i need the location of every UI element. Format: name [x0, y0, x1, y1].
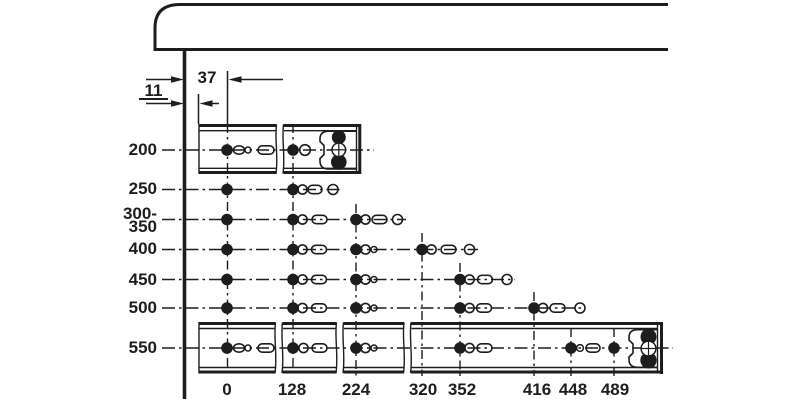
row-label-550: 550: [128, 338, 157, 357]
fixing-hole: [287, 214, 299, 226]
row-label-200: 200: [128, 140, 157, 159]
fixing-hole: [565, 342, 577, 354]
rail-200-break-right: [283, 125, 284, 174]
rail-550-break-2-left: [336, 323, 337, 374]
row-label-250: 250: [128, 179, 157, 198]
fixing-hole: [221, 302, 233, 314]
rail-550-break-1-left: [275, 323, 276, 374]
col-label-128: 128: [277, 380, 307, 399]
fixing-hole: [350, 214, 362, 226]
col-label-416: 416: [522, 380, 552, 399]
row-label-450: 450: [128, 270, 157, 289]
front-bracket-550: [629, 329, 657, 369]
rail-200-break-left: [276, 125, 277, 174]
fixing-hole: [350, 244, 362, 256]
fixing-hole: [221, 144, 233, 156]
rail-550-break-3-left: [403, 323, 404, 374]
col-label-0: 0: [222, 380, 232, 399]
fixing-hole: [350, 274, 362, 286]
row-label-400: 400: [128, 239, 157, 258]
fixing-hole: [287, 274, 299, 286]
fixing-hole: [287, 342, 299, 354]
row-label-300: 300-: [122, 203, 157, 223]
fixing-hole: [221, 244, 233, 256]
fixing-hole: [287, 184, 299, 196]
col-label-224: 224: [341, 380, 371, 399]
dimension-label-11: 11: [139, 83, 168, 100]
fixing-hole: [350, 302, 362, 314]
col-label-448: 448: [558, 380, 588, 399]
row-label-350: 350: [128, 217, 157, 236]
dimension-label-37: 37: [197, 68, 217, 87]
fixing-hole: [287, 244, 299, 256]
fixing-hole: [350, 342, 362, 354]
col-label-320: 320: [408, 380, 438, 399]
fixing-hole: [454, 342, 466, 354]
cabinet-outline: [155, 5, 668, 400]
fixing-hole: [221, 184, 233, 196]
fixing-hole: [221, 214, 233, 226]
col-label-489: 489: [600, 380, 630, 399]
fixing-hole: [221, 274, 233, 286]
rail-550-break-2-right: [343, 323, 344, 374]
row-label-500: 500: [128, 298, 157, 317]
cabinet-top-panel: [155, 5, 668, 52]
rail-550-break-3-right: [410, 323, 411, 374]
fixing-hole: [608, 342, 620, 354]
fixing-hole: [287, 302, 299, 314]
rail-550-break-1-right: [282, 323, 283, 374]
fixing-hole: [287, 144, 299, 156]
fixing-hole: [454, 302, 466, 314]
fixing-hole: [454, 274, 466, 286]
fixing-hole: [221, 342, 233, 354]
fixing-hole: [416, 244, 428, 256]
col-label-352: 352: [447, 380, 477, 399]
